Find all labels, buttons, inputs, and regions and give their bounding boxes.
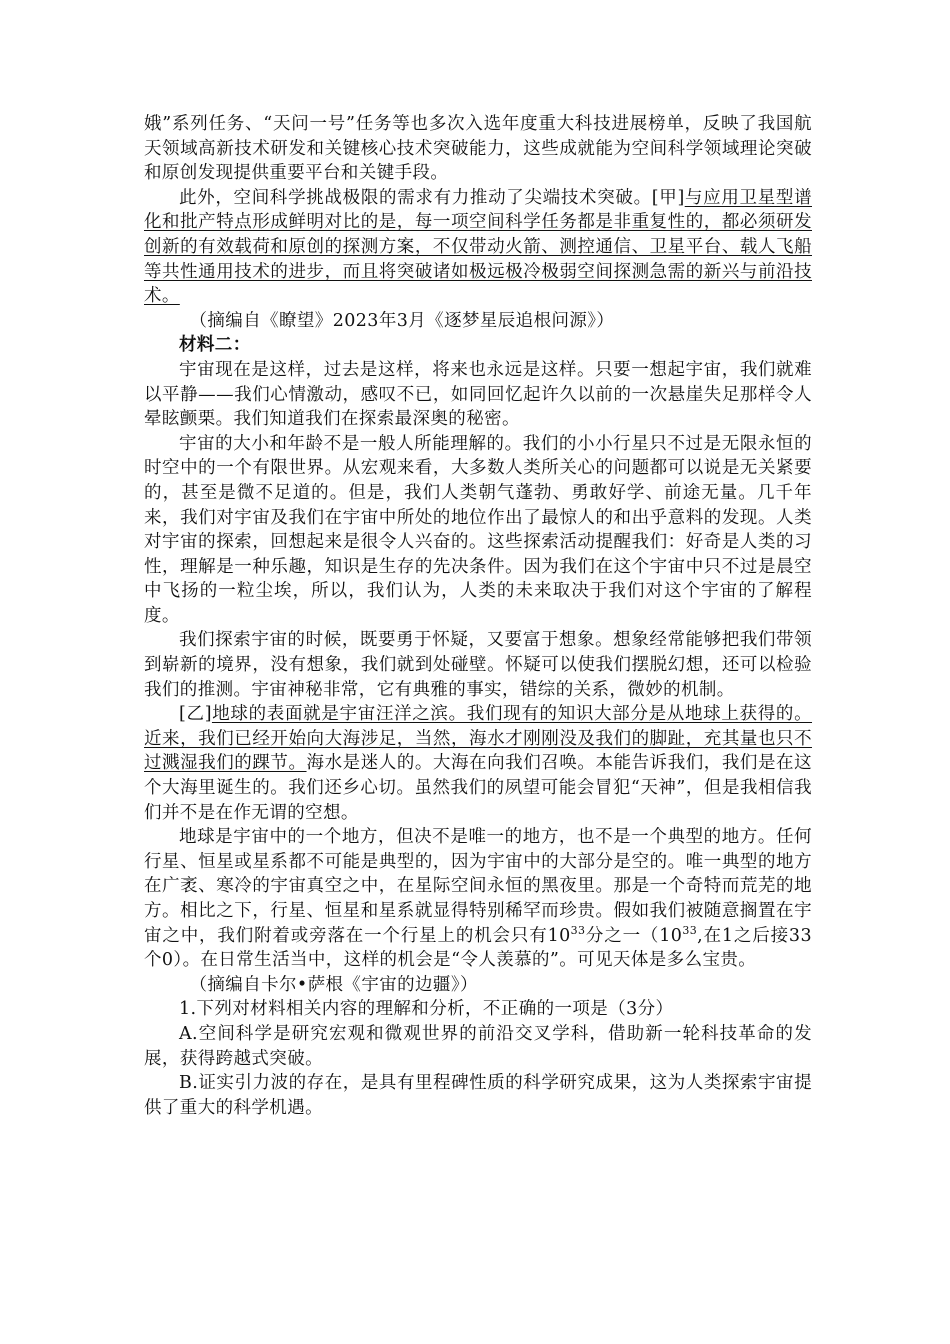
material2-paragraph-2: 宇宙的大小和年龄不是一般人所能理解的。我们的小小行星只不过是无限永恒的时空中的一个有限世界。从宏观来看，大多数人类所关心的问题都可以说是无关紧要的，甚至是微不足道的。但是，我们人类朝气蓬勃、勇敢好学、前途无量。几千年来，我们对宇宙及我们在宇宙中所处的地位作出了最惊人的和出乎意料的发现。人类对宇宙的探索，回想起来是很令人兴奋的。这些探索活动提醒我们：好奇是人类的习性，理解是一种乐趣，知识是生存的先决条件。因为我们在这个宇宙中只不过是晨空中飞扬的一粒尘埃，所以，我们认为，人类的未来取决于我们对这个宇宙的了解程度。: [144, 433, 812, 626]
question-1-stem: 1.下列对材料相关内容的理解和分析，不正确的一项是（3分）: [179, 999, 674, 1020]
question-1-option-a: A.空间科学是研究宏观和微观世界的前沿交叉学科，借助新一轮科技革命的发展，获得跨越式突破。: [144, 1023, 812, 1069]
p5-exponent-1: 33: [570, 923, 586, 937]
material1-paragraph-jia: [144, 186, 812, 309]
jia-lead-text: 此外，空间科学挑战极限的需求有力推动了尖端技术突破。[甲]: [179, 187, 685, 208]
yi-underlined-text: 地球的表面就是宇宙汪洋之滨。我们现有的知识大部分是从地球上获得的。近来，我们已经开始向大海涉足，当然，海水才刚刚没及我们的脚趾，充其量也只不过溅湿我们的踝节。: [144, 704, 813, 774]
material2-source: （摘编自卡尔•萨根《宇宙的边疆》）: [189, 974, 478, 995]
p5-text-c: ,在1之后接33个0）。在日常生活当中，这样的机会是“令人羡慕的”。可见天体是多么宝贵。: [144, 925, 812, 971]
material2-paragraph-yi: [144, 702, 812, 825]
jia-underlined-text: 与应用卫星型谱化和批产特点形成鲜明对比的是，每一项空间科学任务都是非重复性的，都必须研发创新的有效载荷和原创的探测方案，不仅带动火箭、测控通信、卫星平台、载人飞船等共性通用技术的进步，而且将突破诸如极远极冷极弱空间探测急需的新兴与前沿技术。: [144, 187, 812, 307]
yi-mark: [乙]: [179, 704, 212, 725]
yi-plain-text: 海水是迷人的。大海在向我们召唤。本能告诉我们，我们是在这个大海里诞生的。我们还乡心切。虽然我们的夙望可能会冒犯“天神”，但是我相信我们并不是在作无谓的空想。: [144, 753, 812, 823]
material1-paragraph-end: 娥”系列任务、“天问一号”任务等也多次入选年度重大科技进展榜单，反映了我国航天领域高新技术研发和关键核心技术突破能力，这些成就能为空间科学领域理论突破和原创发现提供重要平台和关键手段。: [144, 114, 812, 184]
material2-paragraph-5: [144, 825, 812, 973]
material2-paragraph-1: 宇宙现在是这样，过去是这样，将来也永远是这样。只要一想起宇宙，我们就难以平静——我们心情激动，感叹不已，如同回忆起许久以前的一次悬崖失足那样令人晕眩颤栗。我们知道我们在探索最深奥的秘密。: [144, 359, 812, 430]
p5-text-b: 分之一（10: [585, 925, 683, 946]
p5-text-a: 地球是宇宙中的一个地方，但决不是唯一的地方，也不是一个典型的地方。任何行星、恒星或星系都不可能是典型的，因为宇宙中的大部分是空的。唯一典型的地方在广袤、寒冷的宇宙真空之中，在星际空间永恒的黑夜里。那是一个奇特而荒芜的地方。相比之下，行星、恒星和星系就显得特别稀罕而珍贵。假如我们被随意搁置在宇宙之中，我们附着或旁落在一个行星上的机会只有10: [144, 827, 812, 946]
material2-heading: 材料二：: [179, 335, 251, 356]
material1-source: （摘编自《瞭望》2023年3月《逐梦星辰追根问源》）: [189, 310, 615, 331]
question-1-option-b: B.证实引力波的存在，是具有里程碑性质的科学研究成果，这为人类探索宇宙提供了重大的科学机遇。: [144, 1073, 812, 1118]
p5-exponent-2: 33: [682, 923, 698, 937]
document-page: [144, 112, 812, 1120]
material2-paragraph-3: 我们探索宇宙的时候，既要勇于怀疑，又要富于想象。想象经常能够把我们带领到崭新的境界，没有想象，我们就到处碰壁。怀疑可以使我们摆脱幻想，还可以检验我们的推测。宇宙神秘非常，它有典雅的事实，错综的关系，微妙的机制。: [144, 630, 812, 700]
